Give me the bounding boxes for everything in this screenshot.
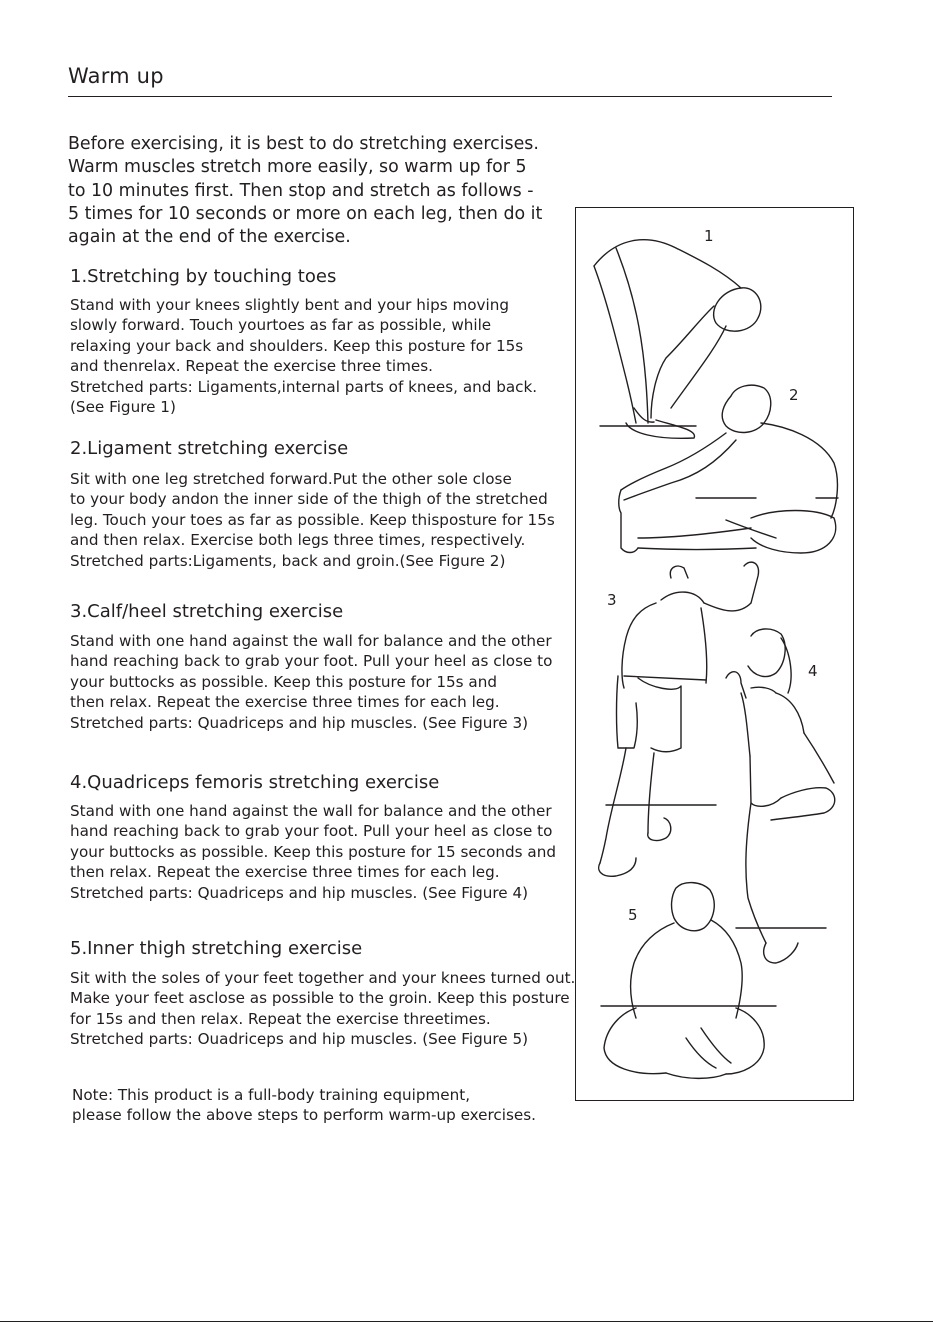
- section-body-5: [70, 968, 575, 1050]
- section-heading-4: 4.Quadriceps femoris stretching exercise: [70, 772, 440, 793]
- body-line: Stretched parts: Ouadriceps and hip muscles. (See Figure 5): [70, 1030, 529, 1049]
- section-body-4: [70, 801, 556, 903]
- section-heading-5: 5.Inner thigh stretching exercise: [70, 938, 363, 959]
- note-line: Note: This product is a full-body training equipment,: [72, 1086, 471, 1104]
- body-line: Sit with the soles of your feet together and your knees turned out.: [70, 969, 576, 987]
- stretch-figures-illustration: [576, 208, 853, 1100]
- body-line: Stand with one hand against the wall for balance and the other: [70, 802, 552, 820]
- figure-number-1: 1: [704, 227, 714, 245]
- body-line: and thenrelax. Repeat the exercise three times.: [70, 357, 433, 376]
- body-line: Stretched parts: Quadriceps and hip muscles. (See Figure 4): [70, 883, 529, 902]
- page-title: Warm up: [68, 64, 164, 88]
- section-heading-2: 2.Ligament stretching exercise: [70, 438, 349, 459]
- body-line: Stretched parts: Ligaments,internal parts of knees, and back.: [70, 377, 538, 396]
- intro-line: again at the end of the exercise.: [68, 227, 351, 248]
- intro-line: to 10 minutes first. Then stop and stretch as follows -: [68, 180, 534, 201]
- body-line: hand reaching back to grab your foot. Pull your heel as close to: [70, 822, 553, 841]
- section-heading-3: 3.Calf/heel stretching exercise: [70, 601, 344, 622]
- body-line: then relax. Repeat the exercise three times for each leg.: [70, 693, 500, 712]
- body-line: Stretched parts: Quadriceps and hip muscles. (See Figure 3): [70, 713, 529, 732]
- section-body-3: [70, 631, 552, 733]
- note-line: please follow the above steps to perform warm-up exercises.: [72, 1106, 536, 1125]
- section-body-2: [70, 469, 555, 571]
- figure-3-calf-stretch: [599, 562, 759, 876]
- figure-number-2: 2: [789, 386, 799, 404]
- body-line: leg. Touch your toes as far as possible. Keep thisposture for 15s: [70, 510, 555, 529]
- body-line: to your body andon the inner side of the thigh of the stretched: [70, 490, 548, 509]
- title-underline: [68, 96, 832, 97]
- note: [72, 1085, 536, 1126]
- body-line: Stretched parts:Ligaments, back and groin.(See Figure 2): [70, 551, 506, 570]
- figure-4-quadriceps-stretch: [726, 629, 835, 963]
- body-line: hand reaching back to grab your foot. Pull your heel as close to: [70, 652, 553, 671]
- page-bottom-rule: [0, 1321, 933, 1322]
- body-line: for 15s and then relax. Repeat the exercise threetimes.: [70, 1009, 491, 1028]
- body-line: slowly forward. Touch yourtoes as far as possible, while: [70, 316, 492, 335]
- figure-1-toe-touch: [594, 240, 761, 439]
- body-line: Sit with one leg stretched forward.Put the other sole close: [70, 470, 512, 488]
- figure-number-4: 4: [808, 662, 818, 680]
- body-line: and then relax. Exercise both legs three times, respectively.: [70, 531, 526, 550]
- body-line: your buttocks as possible. Keep this posture for 15 seconds and: [70, 842, 556, 861]
- body-line: then relax. Repeat the exercise three times for each leg.: [70, 863, 500, 882]
- body-line: Make your feet asclose as possible to the groin. Keep this posture: [70, 989, 570, 1008]
- body-line: relaxing your back and shoulders. Keep this posture for 15s: [70, 336, 524, 355]
- intro-line: Before exercising, it is best to do stretching exercises.: [68, 134, 539, 154]
- section-heading-1: 1.Stretching by touching toes: [70, 266, 337, 287]
- intro-line: 5 times for 10 seconds or more on each leg, then do it: [68, 203, 543, 224]
- section-body-1: [70, 295, 537, 417]
- body-line: Stand with one hand against the wall for balance and the other: [70, 632, 552, 650]
- body-line: your buttocks as possible. Keep this posture for 15s and: [70, 672, 497, 691]
- figure-number-3: 3: [607, 591, 617, 609]
- intro-line: Warm muscles stretch more easily, so warm up for 5: [68, 157, 527, 178]
- figure-number-5: 5: [628, 906, 638, 924]
- body-line: Stand with your knees slightly bent and your hips moving: [70, 296, 510, 314]
- body-line: (See Figure 1): [70, 398, 176, 417]
- intro-paragraph: [68, 133, 548, 249]
